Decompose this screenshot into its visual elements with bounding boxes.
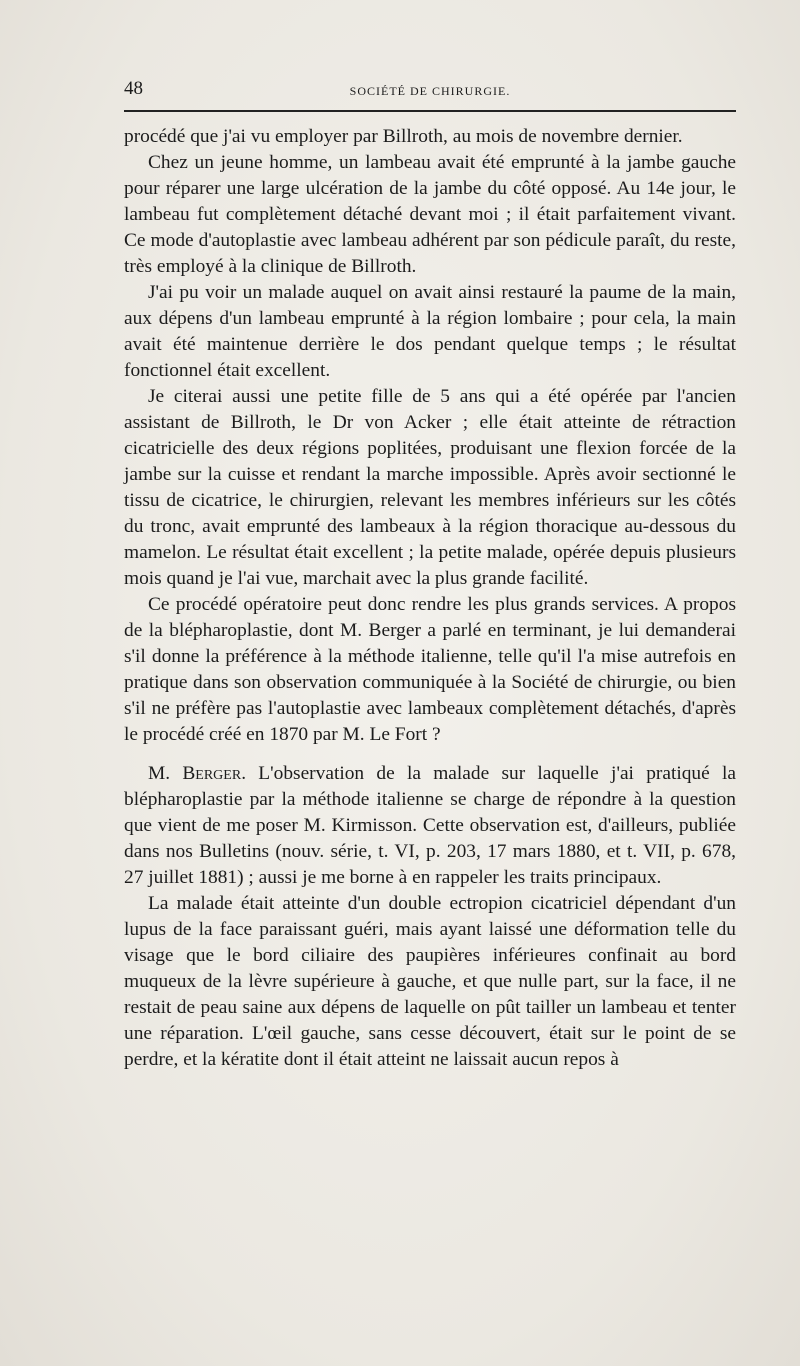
speaker-prefix: M. bbox=[148, 763, 183, 784]
page-number: 48 bbox=[124, 78, 143, 99]
page-header bbox=[124, 74, 736, 104]
body-text bbox=[124, 124, 736, 1073]
speaker-name: Berger bbox=[182, 763, 242, 784]
running-title: SOCIÉTÉ DE CHIRURGIE. bbox=[349, 84, 511, 98]
paragraph: Chez un jeune homme, un lambeau avait été emprunté à la jambe gauche pour réparer une large ulcération de la jambe du côté opposé. Au 14e jour, le lambeau fut complètement détaché devant moi ; il était parfaitement vivant. Ce mode d'autoplastie avec lambeau adhérent par son pédicule paraît, du reste, très employé à la clinique de Billroth. bbox=[124, 152, 736, 277]
paragraph: Ce procédé opératoire peut donc rendre les plus grands services. A propos de la blépharoplastie, dont M. Berger a parlé en terminant, je lui demanderai s'il donne la préférence à la méthode italienne, telle qu'il l'a mise autrefois en pratique dans son observation communiquée à la Société de chirurgie, ou bien s'il ne préfère pas l'autoplastie avec lambeaux complètement détachés, d'après le procédé créé en 1870 par M. Le Fort ? bbox=[124, 594, 736, 745]
paragraph: procédé que j'ai vu employer par Billroth, au mois de novembre dernier. bbox=[124, 126, 683, 147]
speaker-text: . L'observation de la malade sur laquelle j'ai pratiqué la blépharoplastie par la méthode italienne se charge de répondre à la question que vient de me poser M. Kirmisson. Cette observation est, d'ailleurs, publiée dans nos Bulletins (nouv. série, t. VI, p. 203, 17 mars 1880, et t. VII, p. 678, 27 juillet 1881) ; aussi je me borne à en rappeler les traits principaux. bbox=[124, 763, 736, 888]
paragraph: La malade était atteinte d'un double ectropion cicatriciel dépendant d'un lupus de la face paraissant guéri, mais ayant laissé une déformation telle du visage que le bord ciliaire des paupières inférieures confinait au bord muqueux de la lèvre supérieure à gauche, et que nulle part, sur la face, il ne restait de peau saine aux dépens de laquelle on pût tailler un lambeau et tenter une réparation. L'œil gauche, sans cesse découvert, était sur le point de se perdre, et la kératite dont il était atteint ne laissait aucun repos à bbox=[124, 893, 736, 1070]
header-rule bbox=[124, 110, 736, 112]
paragraph: Je citerai aussi une petite fille de 5 ans qui a été opérée par l'ancien assistant de Billroth, le Dr von Acker ; elle était atteinte de rétraction cicatricielle des deux régions poplitées, produisant une flexion forcée de la jambe sur la cuisse et rendant la marche impossible. Après avoir sectionné le tissu de cicatrice, le chirurgien, relevant les membres inférieurs sur les côtés du tronc, avait emprunté des lambeaux à la région thoracique au-dessous du mamelon. Le résultat était excellent ; la petite malade, opérée depuis plusieurs mois quand je l'ai vue, marchait avec la plus grande facilité. bbox=[124, 386, 736, 589]
speaker-paragraph bbox=[124, 761, 736, 891]
paragraph: J'ai pu voir un malade auquel on avait ainsi restauré la paume de la main, aux dépens d'un lambeau emprunté à la région lombaire ; pour cela, la main avait été maintenue derrière le dos pendant quelque temps ; le résultat fonctionnel était excellent. bbox=[124, 282, 736, 381]
